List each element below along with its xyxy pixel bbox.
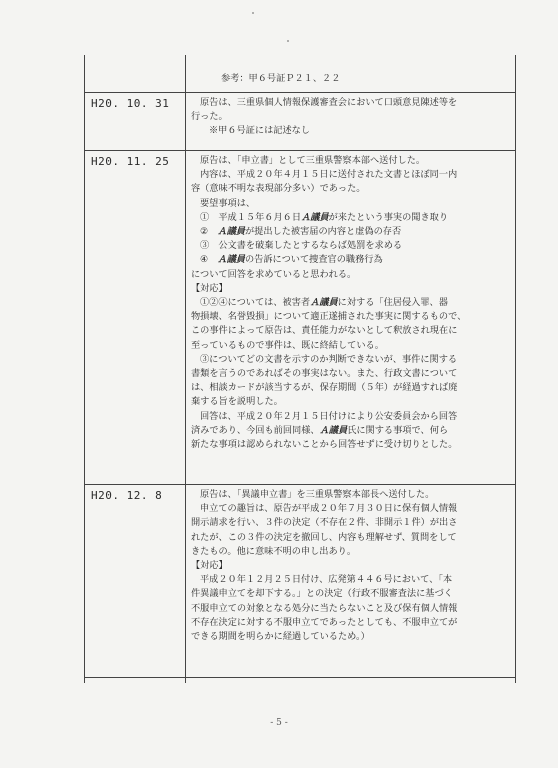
reference-line: 参考：甲６号証Ｐ２１、２２ (221, 73, 341, 84)
text-line (191, 296, 509, 310)
text-line: ③についてどの文書を示すのか判断できないが、事件に関する (200, 353, 458, 365)
text-line: 申立ての趣旨は、原告が平成２０年７月３０日に保有個人情報 (200, 503, 458, 515)
row-content (191, 154, 509, 452)
text-line: 不服申立ての対象となる処分に当たらないこと及び保有個人情報 (191, 602, 458, 614)
text-line: 新たな事項は認められないことから回答せずに受け切りとした。 (191, 439, 458, 451)
row-content (191, 96, 509, 139)
text-line (191, 211, 509, 225)
text-segment: が提出した被害届の内容と虚偽の存否 (245, 226, 402, 238)
table-row (85, 151, 515, 484)
row-divider (85, 677, 515, 678)
text-line: 不存在決定に対する不服申立てであったとしても、不服申立てが (191, 616, 458, 628)
text-line: 件異議申立てを却下する。」との決定（行政不服審査法に基づく (191, 588, 453, 600)
text-segment: ④ (200, 254, 218, 266)
text-line: 内容は、平成２０年４月１５日に送付された文書とほぼ同一内 (200, 169, 458, 181)
entry-date: H20. 11. 25 (91, 155, 170, 168)
text-line: ※甲６号証には記述なし (209, 125, 311, 137)
text-line: 【対応】 (191, 560, 228, 572)
handwritten-name: Ａ議員 (310, 297, 338, 309)
row-content (191, 488, 509, 644)
text-line: れたが、この３件の決定を撤回し、内容も理解せず、質問をして (191, 531, 457, 543)
text-line: 回答は、平成２０年２月１５日付けにより公安委員会から回答 (200, 410, 458, 422)
text-segment: ① 平成１５年６月６日 (200, 211, 302, 223)
text-segment: ② (200, 226, 218, 238)
text-segment: に対する「住居侵入罪、器 (337, 297, 448, 309)
text-line: 原告は、「申立書」として三重県警察本部へ送付した。 (200, 155, 426, 166)
text-line: 至っているもので事件は、既に終結している。 (191, 339, 384, 351)
text-line (191, 253, 509, 267)
text-line: 原告は、「異議申立書」を三重県警察本部長へ送付した。 (200, 489, 435, 500)
text-segment: が来たという事実の聞き取り (328, 211, 449, 223)
page-number: - 5 - (270, 718, 288, 728)
text-line: ③ 公文書を破棄したとするならば処罰を求める (200, 240, 403, 252)
text-line: できる期間を明らかに経過しているため。） (191, 631, 370, 643)
handwritten-name: Ａ議員 (217, 254, 245, 266)
text-line: は、相談カードが該当するが、保存期間（５年）が経過すれば廃 (191, 382, 458, 394)
text-line: 平成２０年１２月２５日付け、広発第４４６号において、「本 (200, 574, 453, 586)
text-line: 書類を言うのであればその事実はない。また、行政文書について (191, 368, 458, 380)
scan-speck (252, 12, 254, 14)
text-segment: 済みであり、今回も前回同様、 (191, 424, 320, 436)
handwritten-name: Ａ議員 (217, 226, 245, 238)
text-segment: の告訴について捜査官の職務行為 (245, 254, 383, 266)
text-segment: 氏に関する事項で、何ら (347, 424, 449, 436)
text-line: 棄する旨を説明した。 (191, 396, 283, 408)
text-line (191, 225, 509, 239)
text-line: 物損壊、名誉毀損」について適正遂捕された事実に関するもので、 (191, 311, 467, 323)
text-line: 開示請求を行い、３件の決定（不存在２件、非開示１件）が出さ (191, 517, 458, 529)
text-segment: ①②④については、被害者 (200, 297, 311, 309)
text-line: 容（意味不明な表現部分多い）であった。 (191, 183, 366, 195)
handwritten-name: Ａ議員 (301, 211, 329, 223)
entry-date: H20. 12. 8 (91, 489, 163, 502)
text-line: この事件によって原告は、責任能力がないとして釈放され現在に (191, 325, 458, 337)
row-content (191, 72, 509, 86)
table-row (85, 55, 515, 92)
scan-speck (287, 40, 289, 42)
entry-date: H20. 10. 31 (91, 97, 170, 110)
table-row (85, 485, 515, 675)
table-row (85, 93, 515, 150)
handwritten-name: Ａ議員 (319, 424, 348, 436)
text-line (191, 424, 509, 438)
text-line: 【対応】 (191, 282, 228, 294)
text-line: 要望事項は、 (200, 197, 256, 209)
chronology-table (84, 55, 516, 683)
text-line: について回答を求めていると思われる。 (191, 268, 357, 280)
text-line: 原告は、三重県個人情報保護審査会において口頭意見陳述等を (200, 97, 458, 108)
text-line: 行った。 (191, 111, 228, 123)
text-line: きたもの。他に意味不明の申し出あり。 (191, 545, 357, 557)
